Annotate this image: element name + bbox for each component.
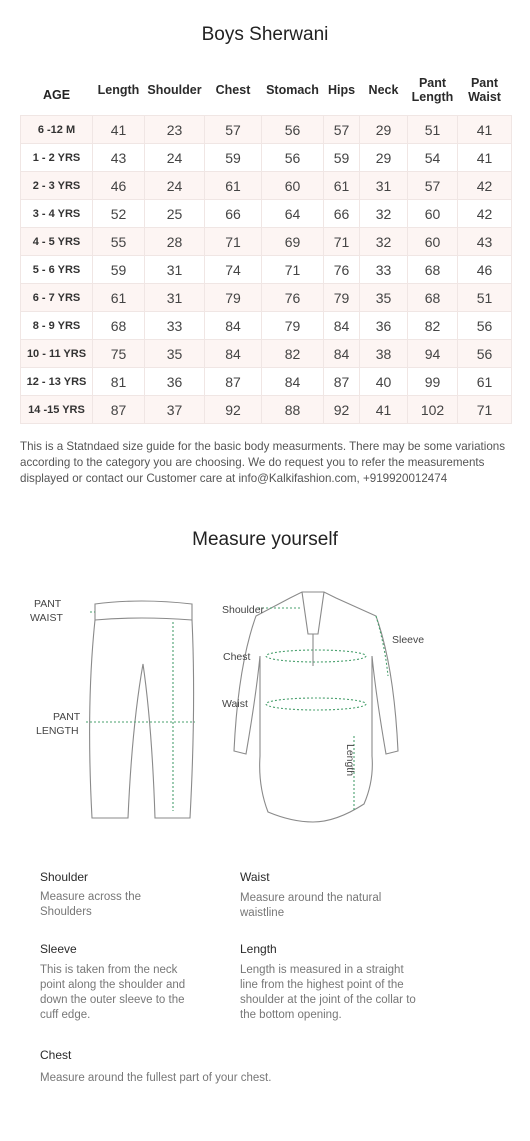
measurement-cell: 61	[324, 172, 360, 200]
measurement-cell: 52	[93, 200, 145, 228]
measurement-cell: 64	[262, 200, 324, 228]
measurement-cell: 84	[205, 312, 262, 340]
measurement-cell: 33	[145, 312, 205, 340]
measurement-cell: 60	[262, 172, 324, 200]
table-row	[21, 172, 512, 200]
length-label: Length	[344, 744, 356, 777]
measurement-cell: 37	[145, 396, 205, 424]
column-header: AGE	[42, 87, 71, 102]
size-chart-body	[21, 116, 512, 424]
measurement-cell: 28	[145, 228, 205, 256]
age-cell: 10 - 11 YRS	[21, 340, 93, 368]
measurement-cell: 57	[324, 116, 360, 144]
table-row	[21, 284, 512, 312]
measurement-cell: 32	[360, 200, 408, 228]
age-cell: 6 - 7 YRS	[21, 284, 93, 312]
measurement-cell: 61	[205, 172, 262, 200]
measurement-cell: 40	[360, 368, 408, 396]
pant-length-label: PANT	[53, 711, 81, 723]
table-row	[21, 200, 512, 228]
measurement-cell: 59	[324, 144, 360, 172]
chest-label: Chest	[223, 651, 251, 663]
table-row	[21, 256, 512, 284]
measurement-cell: 57	[205, 116, 262, 144]
sleeve-label: Sleeve	[392, 634, 425, 646]
measurement-cell: 60	[408, 200, 458, 228]
waist-description: Measure around the natural waistline	[240, 892, 382, 919]
waist-label: Waist	[222, 698, 248, 710]
measurement-cell: 99	[408, 368, 458, 396]
measurement-cell: 56	[262, 116, 324, 144]
measurement-cell: 75	[93, 340, 145, 368]
shoulder-label: Shoulder	[222, 604, 265, 616]
measurement-cell: 79	[324, 284, 360, 312]
measurement-cell: 41	[458, 116, 512, 144]
measurement-cell: 79	[205, 284, 262, 312]
age-cell: 1 - 2 YRS	[21, 144, 93, 172]
measurement-cell: 23	[145, 116, 205, 144]
measurement-cell: 87	[324, 368, 360, 396]
column-header: Pant Waist	[468, 75, 501, 104]
measurement-cell: 84	[262, 368, 324, 396]
measurement-cell: 59	[93, 256, 145, 284]
measurement-cell: 76	[262, 284, 324, 312]
measurement-cell: 66	[324, 200, 360, 228]
measurement-cell: 36	[360, 312, 408, 340]
measurement-cell: 84	[205, 340, 262, 368]
measurement-cell: 88	[262, 396, 324, 424]
shoulder-heading: Shoulder	[40, 870, 89, 884]
length-heading: Length	[240, 942, 277, 956]
measurement-cell: 42	[458, 172, 512, 200]
measurement-cell: 35	[360, 284, 408, 312]
age-cell: 4 - 5 YRS	[21, 228, 93, 256]
measurement-cell: 71	[324, 228, 360, 256]
size-guide-note: This is a Statndaed size guide for the basic body measurments. There may be some variations according to the category you are choosing. We do request you to refer the measurements displayed or contact our Customer care at info@Kalkifashion.com, +919920012474	[20, 440, 506, 485]
measurement-cell: 31	[145, 284, 205, 312]
measurement-cell: 43	[458, 228, 512, 256]
waist-heading: Waist	[240, 870, 270, 884]
measurement-cell: 24	[145, 172, 205, 200]
column-header: Shoulder	[147, 82, 202, 97]
measurement-cell: 82	[408, 312, 458, 340]
measurement-cell: 46	[93, 172, 145, 200]
measurement-cell: 41	[458, 144, 512, 172]
measurement-cell: 71	[205, 228, 262, 256]
sleeve-description: This is taken from the neck point along the shoulder and down the outer sleeve to the cuff edge.	[40, 964, 186, 1021]
table-row	[21, 340, 512, 368]
measurement-cell: 51	[458, 284, 512, 312]
measurement-cell: 31	[145, 256, 205, 284]
chest-heading: Chest	[40, 1048, 72, 1062]
measurement-cell: 92	[324, 396, 360, 424]
measurement-cell: 74	[205, 256, 262, 284]
measurement-cell: 87	[205, 368, 262, 396]
length-description: Length is measured in a straight line from the highest point of the shoulder at the joint of the collar to the bottom opening.	[240, 964, 416, 1021]
measurement-cell: 84	[324, 312, 360, 340]
measurement-cell: 41	[360, 396, 408, 424]
table-row	[21, 228, 512, 256]
measurement-cell: 42	[458, 200, 512, 228]
measurement-cell: 79	[262, 312, 324, 340]
table-row	[21, 312, 512, 340]
measurement-illustration	[20, 586, 440, 836]
measurement-cell: 66	[205, 200, 262, 228]
measurement-cell: 56	[458, 312, 512, 340]
measure-yourself-title: Measure yourself	[192, 529, 338, 550]
measurement-cell: 60	[408, 228, 458, 256]
measurement-cell: 92	[205, 396, 262, 424]
column-header: Chest	[215, 82, 251, 97]
measurement-cell: 56	[262, 144, 324, 172]
pant-waist-label-2: WAIST	[30, 612, 63, 624]
column-header: Neck	[368, 82, 399, 97]
measurement-cell: 25	[145, 200, 205, 228]
measurement-cell: 68	[408, 284, 458, 312]
measurement-cell: 76	[324, 256, 360, 284]
table-row	[21, 396, 512, 424]
pant-figure	[86, 601, 195, 818]
measurement-cell: 24	[145, 144, 205, 172]
measurement-cell: 61	[458, 368, 512, 396]
measurement-cell: 29	[360, 116, 408, 144]
measurement-cell: 87	[93, 396, 145, 424]
column-header: Length	[97, 82, 140, 97]
measurement-cell: 57	[408, 172, 458, 200]
measurement-cell: 59	[205, 144, 262, 172]
table-row	[21, 144, 512, 172]
measurement-cell: 46	[458, 256, 512, 284]
chest-description: Measure around the fullest part of your chest.	[40, 1072, 272, 1084]
measurement-cell: 61	[93, 284, 145, 312]
size-chart-table	[20, 64, 512, 424]
measurement-cell: 84	[324, 340, 360, 368]
measurement-cell: 71	[458, 396, 512, 424]
age-cell: 14 -15 YRS	[21, 396, 93, 424]
measurement-cell: 68	[93, 312, 145, 340]
measurement-cell: 54	[408, 144, 458, 172]
measurement-cell: 33	[360, 256, 408, 284]
table-row	[21, 368, 512, 396]
shoulder-description: Measure across the Shoulders	[40, 891, 141, 918]
size-chart-header	[21, 64, 512, 116]
pant-waist-label: PANT	[34, 598, 62, 610]
measurement-cell: 43	[93, 144, 145, 172]
measurement-cell: 35	[145, 340, 205, 368]
age-cell: 2 - 3 YRS	[21, 172, 93, 200]
measurement-cell: 32	[360, 228, 408, 256]
column-header: Hips	[327, 82, 356, 97]
measurement-cell: 55	[93, 228, 145, 256]
age-cell: 6 -12 M	[21, 116, 93, 144]
measurement-cell: 69	[262, 228, 324, 256]
table-row	[21, 116, 512, 144]
age-cell: 3 - 4 YRS	[21, 200, 93, 228]
age-cell: 8 - 9 YRS	[21, 312, 93, 340]
age-cell: 12 - 13 YRS	[21, 368, 93, 396]
page-title: Boys Sherwani	[201, 24, 329, 45]
measurement-cell: 36	[145, 368, 205, 396]
measurement-cell: 31	[360, 172, 408, 200]
measurement-cell: 29	[360, 144, 408, 172]
measurement-cell: 56	[458, 340, 512, 368]
measurement-cell: 71	[262, 256, 324, 284]
sleeve-heading: Sleeve	[40, 942, 77, 956]
sherwani-figure	[234, 592, 398, 822]
measurement-cell: 38	[360, 340, 408, 368]
measurement-cell: 94	[408, 340, 458, 368]
column-header: Stomach	[266, 82, 319, 97]
measurement-cell: 41	[93, 116, 145, 144]
measurement-cell: 102	[408, 396, 458, 424]
measurement-cell: 82	[262, 340, 324, 368]
pant-length-label-2: LENGTH	[36, 725, 79, 737]
column-header: Pant Length	[411, 75, 454, 104]
measurement-cell: 81	[93, 368, 145, 396]
measurement-cell: 51	[408, 116, 458, 144]
measurement-cell: 68	[408, 256, 458, 284]
age-cell: 5 - 6 YRS	[21, 256, 93, 284]
